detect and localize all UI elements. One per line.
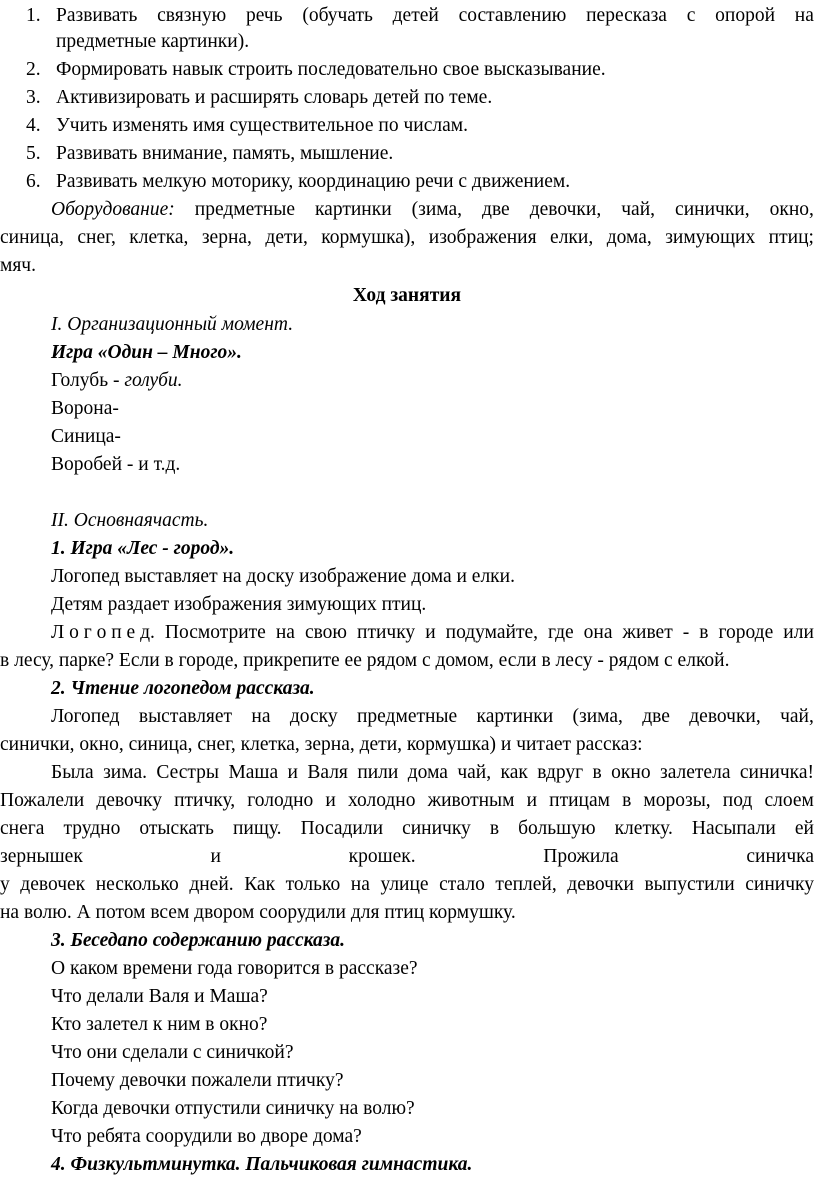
question-item: Что они сделали с синичкой? (51, 1042, 294, 1063)
story-line-1 (51, 759, 814, 787)
word: окно, (769, 199, 814, 220)
word: девочки (567, 874, 634, 895)
equipment-line-1 (51, 196, 814, 224)
word: птиц; (768, 227, 814, 248)
word: слоем (764, 790, 814, 811)
word: большую (518, 818, 596, 839)
word: Голубь - (51, 370, 125, 391)
story-line-3 (0, 815, 814, 843)
word: свою (304, 622, 347, 643)
game-one-many-title: Игра «Один – Много». (51, 342, 242, 363)
reading-title: 2. Чтение логопедом рассказа. (51, 678, 315, 699)
game-forest-city-title: 1. Игра «Лес - город». (51, 538, 235, 559)
word: снега (0, 818, 45, 839)
speech-line (51, 619, 814, 647)
word: живет (622, 622, 673, 643)
paragraph-line: в лесу, парке? Если в городе, прикрепите ее рядом с домом, если в лесу - рядом с елкой. (0, 650, 730, 671)
word: залетела (660, 762, 731, 783)
word: чай, (621, 199, 656, 220)
word: изображения (428, 227, 537, 248)
goal-number: 3. (26, 87, 41, 108)
word: и (210, 846, 221, 867)
equipment-line-2 (0, 224, 814, 252)
story-line-4 (0, 843, 814, 871)
paragraph-line: Детям раздает изображения зимующих птиц. (51, 594, 427, 615)
word: окно (611, 762, 651, 783)
word: дома (407, 762, 448, 783)
word: Развивать (56, 5, 138, 26)
word: в (699, 622, 709, 643)
goal-text: Учить изменять имя существительное по числам. (56, 115, 468, 136)
word: синичку (402, 818, 471, 839)
goal-text: Активизировать и расширять словарь детей по теме. (56, 87, 493, 108)
word: клетку. (614, 818, 673, 839)
word: пересказа (586, 5, 667, 26)
example-word-4: Воробей - и т.д. (51, 454, 181, 475)
word: теплей, (495, 874, 557, 895)
word: дней. (189, 874, 234, 895)
goal-text: Развивать мелкую моторику, координацию речи с движением. (56, 171, 571, 192)
word: пищу. (233, 818, 282, 839)
word-answer: голуби. (124, 370, 183, 391)
word: она (583, 622, 613, 643)
word: Пожалели (0, 790, 85, 811)
part2-title: II. Основнаячасть. (51, 510, 209, 531)
paragraph-line: Логопед выставляет на доску изображение дома и елки. (51, 566, 515, 587)
word: птицам (549, 790, 610, 811)
word: у (0, 874, 10, 895)
word: синица, (0, 227, 64, 248)
word: речь (245, 5, 283, 26)
word: связную (157, 5, 227, 26)
word: клетка, (129, 227, 189, 248)
word: девочки, (529, 199, 602, 220)
word: морозы, (643, 790, 711, 811)
word: подумайте, (445, 622, 539, 643)
talk-title: 3. Беседапо содержанию рассказа. (51, 930, 346, 951)
example-word-3: Синица- (51, 426, 121, 447)
goal-number: 5. (26, 143, 41, 164)
story-line-6: на волю. А потом всем двором соорудили для птиц кормушку. (0, 902, 516, 923)
word: зимующих (665, 227, 756, 248)
word: (зима, (572, 706, 623, 727)
word: (зима, (411, 199, 463, 220)
word: отыскать (139, 818, 214, 839)
word: и (287, 762, 298, 783)
word: Насыпали (691, 818, 776, 839)
word: на (251, 706, 271, 727)
equipment-text: мяч. (0, 255, 36, 276)
word: зима. (103, 762, 147, 783)
word: в (622, 790, 632, 811)
question-item: Что ребята соорудили во дворе дома? (51, 1126, 362, 1147)
word: птичку (357, 622, 416, 643)
word: Логопед (51, 706, 120, 727)
word: картинки (476, 706, 554, 727)
word: синичка! (739, 762, 814, 783)
word: елки, (550, 227, 594, 248)
word: зерна, (201, 227, 252, 248)
word: доску (289, 706, 338, 727)
physical-exercise-title: 4. Физкультминутка. Пальчиковая гимнастика. (51, 1154, 473, 1175)
question-item: Кто залетел к ним в окно? (51, 1014, 268, 1035)
goal-text: Развивать внимание, память, мышление. (56, 143, 394, 164)
goal-number: 4. (26, 115, 41, 136)
word: девочки, (689, 706, 761, 727)
word: где (548, 622, 574, 643)
word: выставляет (138, 706, 233, 727)
word: несколько (95, 874, 179, 895)
word: зернышек (0, 846, 83, 867)
word: в (592, 762, 602, 783)
story-line-2 (0, 787, 814, 815)
question-item: Когда девочки отпустили синичку на волю? (51, 1098, 415, 1119)
word: чай, (780, 706, 814, 727)
word: чай, (457, 762, 492, 783)
part1-title: I. Организационный момент. (51, 314, 294, 335)
word: синичка (746, 846, 814, 867)
word: с (686, 5, 696, 26)
goal-text-line (56, 2, 814, 30)
word: птичку, (174, 790, 236, 811)
word: составлению (458, 5, 567, 26)
word: кормушка), (321, 227, 416, 248)
speaker-label: Л о г о п е д. (51, 622, 155, 643)
word: девочку (96, 790, 162, 811)
word: улице (380, 874, 429, 895)
word: и (526, 790, 538, 811)
story-line-5 (0, 871, 814, 899)
word: ей (794, 818, 814, 839)
word: синички, (675, 199, 750, 220)
word: в (489, 818, 500, 839)
word: Как (244, 874, 276, 895)
word: выпустили (644, 874, 735, 895)
word: предметные (356, 706, 458, 727)
word: трудно (63, 818, 121, 839)
word: опорой (715, 5, 776, 26)
word: две (482, 199, 510, 220)
word: вдруг (537, 762, 584, 783)
word: девочек (20, 874, 86, 895)
goal-number: 6. (26, 171, 41, 192)
lesson-title: Ход занятия (352, 285, 462, 306)
goal-text: предметные картинки). (56, 31, 250, 52)
word: картинки (315, 199, 392, 220)
word: снег, (77, 227, 116, 248)
word: стало (439, 874, 485, 895)
goal-number: 1. (26, 5, 41, 26)
word: Была (51, 762, 94, 783)
word: на (275, 622, 295, 643)
word: холодно (347, 790, 416, 811)
word: на (794, 5, 814, 26)
word: Сестры (156, 762, 220, 783)
word: дети, (265, 227, 308, 248)
word: (обучать (302, 5, 373, 26)
word: Маша (228, 762, 279, 783)
word: - (682, 622, 690, 643)
word: Посадили (300, 818, 384, 839)
word: две (642, 706, 670, 727)
word: детей (392, 5, 439, 26)
word: как (500, 762, 528, 783)
word: предметные (194, 199, 295, 220)
question-item: Что делали Валя и Маша? (51, 986, 268, 1007)
word: Посмотрите (164, 622, 266, 643)
word: голодно (247, 790, 314, 811)
paragraph-line: синички, окно, синица, снег, клетка, зерна, дети, кормушка) и читает рассказ: (0, 734, 643, 755)
question-item: Почему девочки пожалели птичку? (51, 1070, 344, 1091)
question-item: О каком времени года говорится в рассказе? (51, 958, 418, 979)
word: на (350, 874, 370, 895)
word: под (722, 790, 753, 811)
word: Прожила (543, 846, 619, 867)
word: животным (427, 790, 515, 811)
equipment-line-3 (0, 252, 814, 280)
word: Валя (307, 762, 348, 783)
word: только (285, 874, 341, 895)
word: или (783, 622, 814, 643)
word: дома, (606, 227, 652, 248)
word: городе (718, 622, 774, 643)
word: пили (357, 762, 399, 783)
example-word-1 (51, 367, 814, 395)
example-word-2: Ворона- (51, 398, 119, 419)
word: крошек. (348, 846, 416, 867)
word: и (425, 622, 436, 643)
goal-text: Формировать навык строить последовательно свое высказывание. (56, 59, 606, 80)
goal-number: 2. (26, 59, 41, 80)
equipment-label: Оборудование: (51, 199, 175, 220)
word: и (325, 790, 336, 811)
word: синичку (745, 874, 814, 895)
paragraph-line (51, 703, 814, 731)
